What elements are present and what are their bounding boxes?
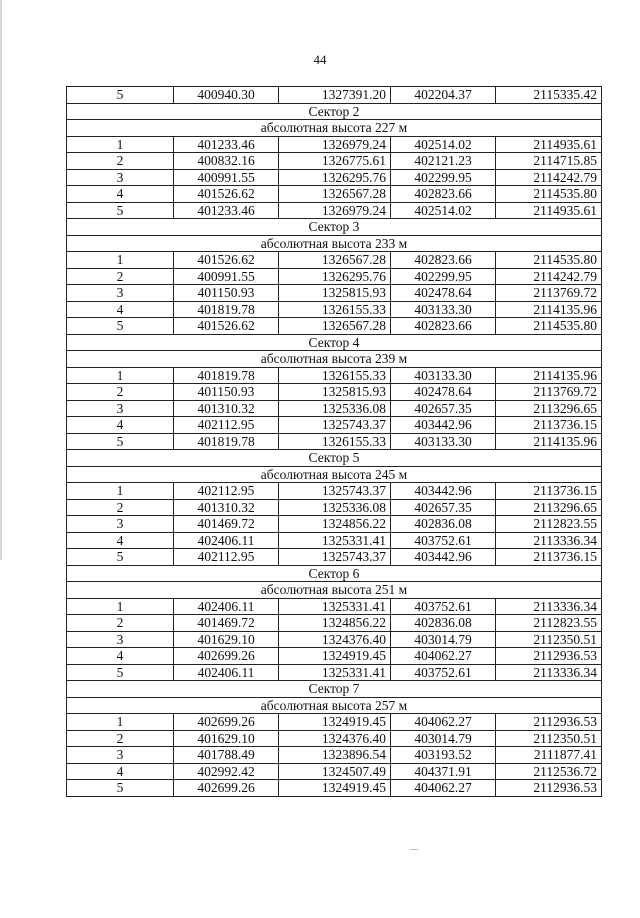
- coordinate-cell: 402112.95: [174, 483, 279, 500]
- sector-title-row: [67, 219, 602, 236]
- coordinate-cell: 2113736.15: [496, 483, 602, 500]
- coordinate-cell: 2114935.61: [496, 136, 602, 153]
- coordinate-cell: 401233.46: [174, 136, 279, 153]
- sector-height-label: абсолютная высота 245 м: [67, 466, 602, 483]
- coordinate-cell: 400991.55: [174, 169, 279, 186]
- coordinate-cell: 402299.95: [391, 169, 496, 186]
- coordinate-cell: 1326295.76: [279, 169, 391, 186]
- coordinate-cell: 2112936.53: [496, 780, 602, 797]
- point-number-cell: 4: [67, 417, 174, 434]
- table-row: [67, 615, 602, 632]
- coordinate-cell: 401629.10: [174, 631, 279, 648]
- table-row: [67, 87, 602, 104]
- coordinate-cell: 1324919.45: [279, 714, 391, 731]
- sector-height-label: абсолютная высота 233 м: [67, 235, 602, 252]
- table-row: [67, 747, 602, 764]
- coordinate-cell: 1324856.22: [279, 615, 391, 632]
- table-row: [67, 318, 602, 335]
- table-row: [67, 532, 602, 549]
- coordinate-cell: 403442.96: [391, 483, 496, 500]
- table-row: [67, 664, 602, 681]
- sector-title: Сектор 3: [67, 219, 602, 236]
- point-number-cell: 5: [67, 87, 174, 104]
- coordinate-cell: 1326155.33: [279, 301, 391, 318]
- coordinate-cell: 1326567.28: [279, 318, 391, 335]
- point-number-cell: 3: [67, 285, 174, 302]
- coordinate-cell: 404062.27: [391, 714, 496, 731]
- sector-title: Сектор 4: [67, 334, 602, 351]
- coordinate-cell: 403752.61: [391, 664, 496, 681]
- point-number-cell: 1: [67, 136, 174, 153]
- table-row: [67, 598, 602, 615]
- coordinate-cell: 404062.27: [391, 648, 496, 665]
- point-number-cell: 5: [67, 780, 174, 797]
- table-row: [67, 730, 602, 747]
- coordinate-cell: 1324376.40: [279, 730, 391, 747]
- coordinate-cell: 401310.32: [174, 400, 279, 417]
- table-row: [67, 516, 602, 533]
- coordinate-cell: 1324507.49: [279, 763, 391, 780]
- point-number-cell: 2: [67, 615, 174, 632]
- point-number-cell: 4: [67, 301, 174, 318]
- coordinate-cell: 402836.08: [391, 615, 496, 632]
- coordinate-cell: 2112936.53: [496, 714, 602, 731]
- sector-title-row: [67, 334, 602, 351]
- coordinate-cell: 2114935.61: [496, 202, 602, 219]
- coordinate-cell: 401526.62: [174, 252, 279, 269]
- coordinate-cell: 402699.26: [174, 780, 279, 797]
- point-number-cell: 4: [67, 186, 174, 203]
- point-number-cell: 4: [67, 532, 174, 549]
- coordinate-cell: 1325743.37: [279, 417, 391, 434]
- coordinate-cell: 403014.79: [391, 730, 496, 747]
- table-row: [67, 549, 602, 566]
- coordinate-cell: 1327391.20: [279, 87, 391, 104]
- coordinate-cell: 2114715.85: [496, 153, 602, 170]
- coordinate-cell: 2113736.15: [496, 417, 602, 434]
- point-number-cell: 1: [67, 483, 174, 500]
- coordinate-cell: 1326295.76: [279, 268, 391, 285]
- sector-height-row: [67, 582, 602, 599]
- table-row: [67, 780, 602, 797]
- coordinate-cell: 2115335.42: [496, 87, 602, 104]
- coordinate-cell: 402112.95: [174, 549, 279, 566]
- point-number-cell: 2: [67, 153, 174, 170]
- table-row: [67, 169, 602, 186]
- coordinate-cell: 401788.49: [174, 747, 279, 764]
- coordinate-cell: 401233.46: [174, 202, 279, 219]
- coordinate-cell: 402406.11: [174, 598, 279, 615]
- coordinate-cell: 2112350.51: [496, 730, 602, 747]
- table-row: [67, 367, 602, 384]
- coordinate-cell: 2112936.53: [496, 648, 602, 665]
- coordinate-cell: 402657.35: [391, 400, 496, 417]
- coordinate-cell: 402514.02: [391, 136, 496, 153]
- coordinate-cell: 401819.78: [174, 433, 279, 450]
- coordinate-cell: 404371.91: [391, 763, 496, 780]
- point-number-cell: 3: [67, 169, 174, 186]
- coordinate-cell: 401629.10: [174, 730, 279, 747]
- coordinate-cell: 402406.11: [174, 532, 279, 549]
- sector-height-row: [67, 120, 602, 137]
- coordinate-cell: 1326155.33: [279, 433, 391, 450]
- coordinates-table-body: [67, 87, 602, 797]
- coordinate-cell: 2113336.34: [496, 598, 602, 615]
- coordinate-cell: 2114242.79: [496, 268, 602, 285]
- coordinate-cell: 1325815.93: [279, 285, 391, 302]
- point-number-cell: 4: [67, 648, 174, 665]
- coordinate-cell: 1325336.08: [279, 499, 391, 516]
- sector-title-row: [67, 681, 602, 698]
- coordinate-cell: 402823.66: [391, 318, 496, 335]
- table-row: [67, 714, 602, 731]
- table-row: [67, 763, 602, 780]
- coordinate-cell: 2113296.65: [496, 400, 602, 417]
- page-number: 44: [313, 52, 327, 67]
- coordinate-cell: 2113769.72: [496, 384, 602, 401]
- sector-height-label: абсолютная высота 239 м: [67, 351, 602, 368]
- table-row: [67, 186, 602, 203]
- coordinate-cell: 1326979.24: [279, 136, 391, 153]
- coordinate-cell: 2112536.72: [496, 763, 602, 780]
- coordinate-cell: 1326567.28: [279, 186, 391, 203]
- point-number-cell: 2: [67, 268, 174, 285]
- coordinate-cell: 402699.26: [174, 714, 279, 731]
- point-number-cell: 5: [67, 318, 174, 335]
- sector-title-row: [67, 565, 602, 582]
- coordinate-cell: 2114135.96: [496, 301, 602, 318]
- coordinate-cell: 401526.62: [174, 186, 279, 203]
- point-number-cell: 3: [67, 631, 174, 648]
- coordinate-cell: 403133.30: [391, 433, 496, 450]
- table-row: [67, 202, 602, 219]
- sector-height-label: абсолютная высота 251 м: [67, 582, 602, 599]
- coordinate-cell: 2113769.72: [496, 285, 602, 302]
- coordinate-cell: 1325331.41: [279, 664, 391, 681]
- point-number-cell: 3: [67, 400, 174, 417]
- coordinate-cell: 402514.02: [391, 202, 496, 219]
- table-row: [67, 400, 602, 417]
- point-number-cell: 1: [67, 598, 174, 615]
- coordinate-cell: 1325336.08: [279, 400, 391, 417]
- coordinate-cell: 401819.78: [174, 301, 279, 318]
- point-number-cell: 3: [67, 747, 174, 764]
- table-row: [67, 301, 602, 318]
- sector-height-row: [67, 351, 602, 368]
- coordinate-cell: 401150.93: [174, 285, 279, 302]
- coordinate-cell: 403752.61: [391, 598, 496, 615]
- coordinate-cell: 2114135.96: [496, 433, 602, 450]
- table-row: [67, 648, 602, 665]
- coordinate-cell: 2113296.65: [496, 499, 602, 516]
- coordinate-cell: 1324919.45: [279, 648, 391, 665]
- coordinate-cell: 1324376.40: [279, 631, 391, 648]
- coordinate-cell: 403133.30: [391, 367, 496, 384]
- coordinate-cell: 2114242.79: [496, 169, 602, 186]
- coordinate-cell: 1325331.41: [279, 598, 391, 615]
- coordinate-cell: 402699.26: [174, 648, 279, 665]
- coordinate-cell: 1325331.41: [279, 532, 391, 549]
- coordinate-cell: 403193.52: [391, 747, 496, 764]
- table-row: [67, 499, 602, 516]
- coordinate-cell: 402478.64: [391, 384, 496, 401]
- coordinate-cell: 403442.96: [391, 417, 496, 434]
- coordinate-cell: 403014.79: [391, 631, 496, 648]
- point-number-cell: 5: [67, 664, 174, 681]
- coordinate-cell: 2113736.15: [496, 549, 602, 566]
- coordinate-cell: 1324856.22: [279, 516, 391, 533]
- point-number-cell: 1: [67, 714, 174, 731]
- sector-title-row: [67, 450, 602, 467]
- coordinate-cell: 402478.64: [391, 285, 496, 302]
- table-row: [67, 136, 602, 153]
- point-number-cell: 5: [67, 433, 174, 450]
- table-row: [67, 153, 602, 170]
- scan-edge-shadow: [0, 0, 2, 560]
- sector-height-row: [67, 697, 602, 714]
- coordinate-cell: 402112.95: [174, 417, 279, 434]
- coordinate-cell: 1324919.45: [279, 780, 391, 797]
- table-row: [67, 433, 602, 450]
- coordinate-cell: 2114535.80: [496, 252, 602, 269]
- point-number-cell: 3: [67, 516, 174, 533]
- coordinate-cell: 2112350.51: [496, 631, 602, 648]
- coordinate-cell: 400991.55: [174, 268, 279, 285]
- coordinate-cell: 401469.72: [174, 615, 279, 632]
- table-row: [67, 417, 602, 434]
- coordinate-cell: 2114535.80: [496, 186, 602, 203]
- coordinate-cell: 402299.95: [391, 268, 496, 285]
- coordinate-cell: 2114535.80: [496, 318, 602, 335]
- coordinate-cell: 1325815.93: [279, 384, 391, 401]
- coordinate-cell: 1325743.37: [279, 549, 391, 566]
- sector-title: Сектор 7: [67, 681, 602, 698]
- coordinate-cell: 2114135.96: [496, 367, 602, 384]
- point-number-cell: 5: [67, 549, 174, 566]
- sector-height-row: [67, 466, 602, 483]
- coordinate-cell: 401526.62: [174, 318, 279, 335]
- point-number-cell: 2: [67, 730, 174, 747]
- table-row: [67, 268, 602, 285]
- scan-mark: [410, 849, 418, 850]
- coordinate-cell: 2111877.41: [496, 747, 602, 764]
- coordinate-cell: 400940.30: [174, 87, 279, 104]
- point-number-cell: 4: [67, 763, 174, 780]
- coordinate-cell: 401310.32: [174, 499, 279, 516]
- point-number-cell: 1: [67, 367, 174, 384]
- coordinate-cell: 403752.61: [391, 532, 496, 549]
- coordinate-cell: 402204.37: [391, 87, 496, 104]
- coordinate-cell: 402823.66: [391, 186, 496, 203]
- point-number-cell: 2: [67, 384, 174, 401]
- coordinate-cell: 402836.08: [391, 516, 496, 533]
- coordinate-cell: 2113336.34: [496, 532, 602, 549]
- coordinate-cell: 402823.66: [391, 252, 496, 269]
- table-row: [67, 252, 602, 269]
- sector-title: Сектор 5: [67, 450, 602, 467]
- sector-title-row: [67, 103, 602, 120]
- sector-height-row: [67, 235, 602, 252]
- coordinate-cell: 401819.78: [174, 367, 279, 384]
- coordinate-cell: 404062.27: [391, 780, 496, 797]
- point-number-cell: 5: [67, 202, 174, 219]
- point-number-cell: 1: [67, 252, 174, 269]
- coordinate-cell: 402657.35: [391, 499, 496, 516]
- table-row: [67, 483, 602, 500]
- table-row: [67, 384, 602, 401]
- coordinate-cell: 403442.96: [391, 549, 496, 566]
- sector-height-label: абсолютная высота 257 м: [67, 697, 602, 714]
- coordinate-cell: 1326567.28: [279, 252, 391, 269]
- table-row: [67, 285, 602, 302]
- coordinate-cell: 402992.42: [174, 763, 279, 780]
- coordinate-cell: 401150.93: [174, 384, 279, 401]
- coordinate-cell: 400832.16: [174, 153, 279, 170]
- coordinate-cell: 402121.23: [391, 153, 496, 170]
- coordinate-cell: 402406.11: [174, 664, 279, 681]
- coordinate-cell: 403133.30: [391, 301, 496, 318]
- coordinate-cell: 1326775.61: [279, 153, 391, 170]
- coordinate-cell: 1323896.54: [279, 747, 391, 764]
- sector-height-label: абсолютная высота 227 м: [67, 120, 602, 137]
- coordinate-cell: 2112823.55: [496, 516, 602, 533]
- coordinate-cell: 2113336.34: [496, 664, 602, 681]
- coordinate-cell: 1326155.33: [279, 367, 391, 384]
- coordinate-cell: 1325743.37: [279, 483, 391, 500]
- coordinate-cell: 2112823.55: [496, 615, 602, 632]
- coordinate-cell: 401469.72: [174, 516, 279, 533]
- sector-title: Сектор 6: [67, 565, 602, 582]
- sector-title: Сектор 2: [67, 103, 602, 120]
- coordinates-table: [66, 86, 602, 797]
- point-number-cell: 2: [67, 499, 174, 516]
- coordinate-cell: 1326979.24: [279, 202, 391, 219]
- table-row: [67, 631, 602, 648]
